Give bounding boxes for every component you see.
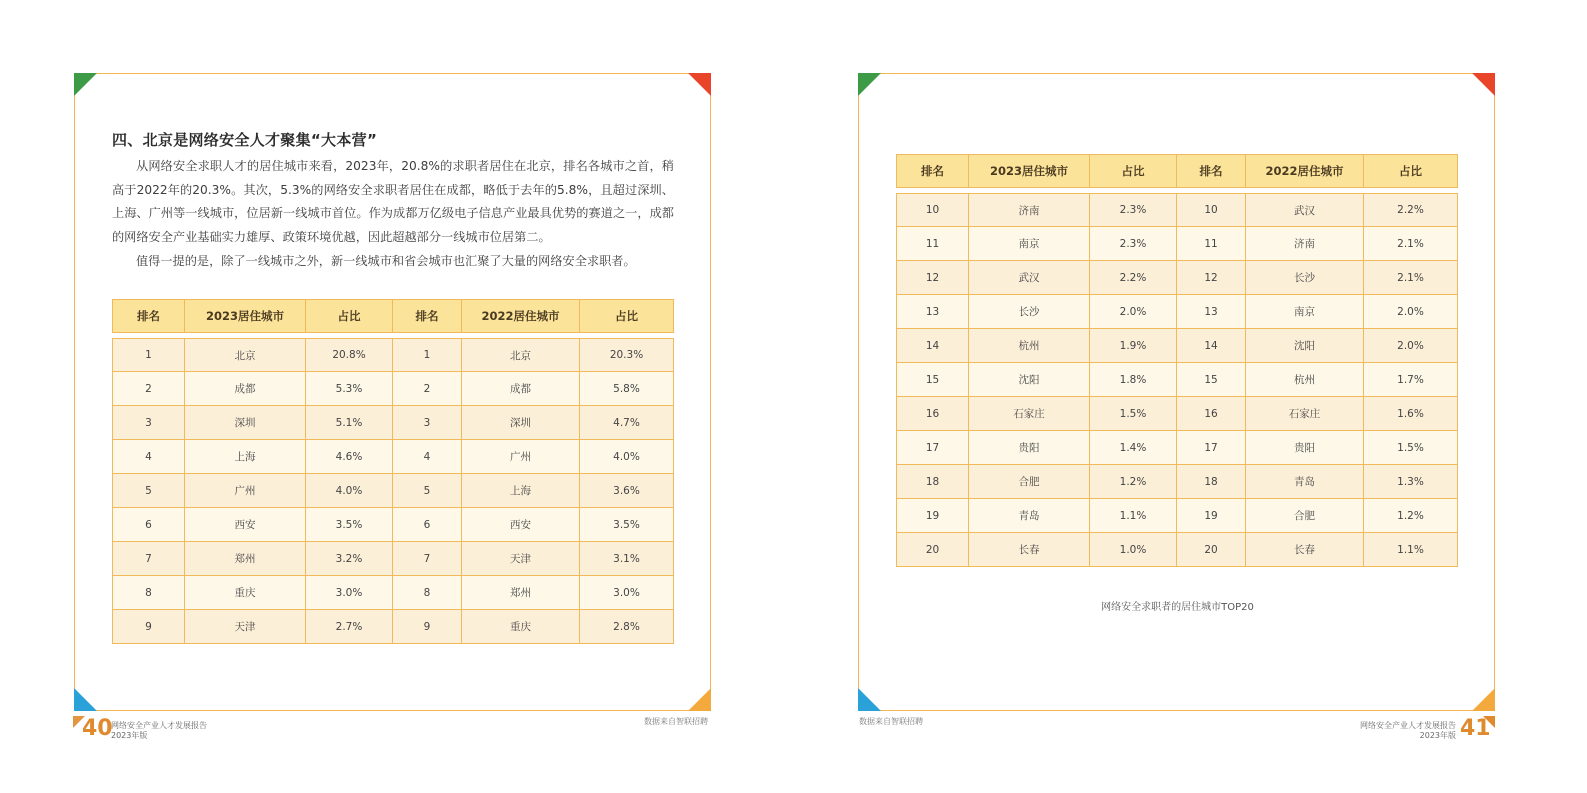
- table-row: [896, 261, 1458, 295]
- table-cell: 武汉: [969, 261, 1090, 295]
- table-cell: 青岛: [969, 499, 1090, 533]
- table-header-row: [112, 299, 674, 333]
- table-row: [896, 465, 1458, 499]
- data-source-note: 数据来自智联招聘: [859, 717, 923, 726]
- table-cell: 1.0%: [1090, 533, 1177, 567]
- corner-green-decoration: [858, 73, 881, 96]
- table-row: [896, 227, 1458, 261]
- section-title: 四、北京是网络安全人才聚集“大本营”: [112, 131, 378, 149]
- table-row: [112, 542, 674, 576]
- table-cell: 15: [896, 363, 969, 397]
- table-cell: 深圳: [462, 406, 580, 440]
- table-cell: 天津: [185, 610, 306, 644]
- table-cell: 1.2%: [1090, 465, 1177, 499]
- table-cell: 长春: [1246, 533, 1364, 567]
- table-cell: 5.8%: [580, 372, 674, 406]
- table-cell: 1: [112, 338, 185, 372]
- data-source-note: 数据来自智联招聘: [644, 717, 708, 726]
- table-cell: 上海: [185, 440, 306, 474]
- table-cell: 8: [112, 576, 185, 610]
- table-cell: 20: [896, 533, 969, 567]
- report-title: 网络安全产业人才发展报告: [1360, 721, 1456, 730]
- corner-green-decoration: [74, 73, 97, 96]
- table-cell: 4: [393, 440, 462, 474]
- table-cell: 1.4%: [1090, 431, 1177, 465]
- table-cell: 南京: [1246, 295, 1364, 329]
- table-cell: 天津: [462, 542, 580, 576]
- table-cell: 2.3%: [1090, 227, 1177, 261]
- table-cell: 2: [393, 372, 462, 406]
- left-page: [74, 73, 711, 711]
- table-cell: 贵阳: [1246, 431, 1364, 465]
- table-cell: 1.1%: [1364, 533, 1458, 567]
- table-row: [896, 329, 1458, 363]
- table-cell: 北京: [462, 338, 580, 372]
- table-cell: 重庆: [185, 576, 306, 610]
- corner-blue-decoration: [74, 688, 97, 711]
- table-cell: 长沙: [1246, 261, 1364, 295]
- page-number: 40: [82, 716, 113, 741]
- table-cell: 10: [1177, 193, 1246, 227]
- column-header: 排名: [393, 299, 462, 333]
- table-header-row: [896, 154, 1458, 188]
- table-row: [112, 338, 674, 372]
- table-cell: 北京: [185, 338, 306, 372]
- table-cell: 6: [112, 508, 185, 542]
- table-cell: 长春: [969, 533, 1090, 567]
- corner-orange-decoration: [1472, 688, 1495, 711]
- right-page: [858, 73, 1495, 711]
- table-cell: 12: [896, 261, 969, 295]
- table-row: [896, 533, 1458, 567]
- table-cell: 10: [896, 193, 969, 227]
- table-cell: 1.9%: [1090, 329, 1177, 363]
- table-cell: 12: [1177, 261, 1246, 295]
- table-cell: 西安: [185, 508, 306, 542]
- table-row: [896, 363, 1458, 397]
- table-cell: 13: [1177, 295, 1246, 329]
- table-cell: 郑州: [185, 542, 306, 576]
- table-cell: 2.2%: [1090, 261, 1177, 295]
- table-cell: 4: [112, 440, 185, 474]
- column-header: 2022居住城市: [1246, 154, 1364, 188]
- table-cell: 4.6%: [306, 440, 393, 474]
- table-cell: 7: [393, 542, 462, 576]
- table-cell: 济南: [969, 193, 1090, 227]
- table-cell: 9: [393, 610, 462, 644]
- table-cell: 1.6%: [1364, 397, 1458, 431]
- table-cell: 19: [1177, 499, 1246, 533]
- column-header: 占比: [1364, 154, 1458, 188]
- table-cell: 17: [1177, 431, 1246, 465]
- table-cell: 14: [1177, 329, 1246, 363]
- table-cell: 14: [896, 329, 969, 363]
- column-header: 排名: [112, 299, 185, 333]
- table-cell: 3.5%: [580, 508, 674, 542]
- table-cell: 成都: [185, 372, 306, 406]
- table-cell: 20.3%: [580, 338, 674, 372]
- table-cell: 2: [112, 372, 185, 406]
- table-cell: 武汉: [1246, 193, 1364, 227]
- page-number: 41: [1460, 716, 1491, 741]
- column-header: 排名: [896, 154, 969, 188]
- table-cell: 3.1%: [580, 542, 674, 576]
- table-cell: 3.6%: [580, 474, 674, 508]
- table-cell: 重庆: [462, 610, 580, 644]
- table-cell: 沈阳: [969, 363, 1090, 397]
- table-caption: 网络安全求职者的居住城市TOP20: [1101, 602, 1254, 613]
- table-cell: 5.3%: [306, 372, 393, 406]
- table-cell: 18: [1177, 465, 1246, 499]
- paragraph-1: 从网络安全求职人才的居住城市来看，2023年，20.8%的求职者居住在北京，排名各城市之首，稍高于2022年的20.3%。其次，5.3%的网络安全求职者居住在成都，略低于去年的5.8%，且超过深圳、上海、广州等一线城市，位居新一线城市首位。作为成都万亿级电子信息产业最具优势的赛道之一，成都的网络安全产业基础实力雄厚、政策环境优越，因此超越部分一线城市位居第二。: [112, 159, 674, 244]
- table-cell: 1.5%: [1090, 397, 1177, 431]
- column-header: 排名: [1177, 154, 1246, 188]
- table-body: [112, 333, 674, 644]
- table-row: [112, 474, 674, 508]
- table-cell: 2.8%: [580, 610, 674, 644]
- table-cell: 5.1%: [306, 406, 393, 440]
- table-cell: 1.1%: [1090, 499, 1177, 533]
- column-header: 占比: [580, 299, 674, 333]
- table-row: [896, 499, 1458, 533]
- table-cell: 5: [393, 474, 462, 508]
- table-cell: 4.0%: [580, 440, 674, 474]
- table-cell: 2.7%: [306, 610, 393, 644]
- table-cell: 3.5%: [306, 508, 393, 542]
- table-cell: 西安: [462, 508, 580, 542]
- table-cell: 合肥: [969, 465, 1090, 499]
- table-row: [112, 440, 674, 474]
- corner-red-decoration: [1472, 73, 1495, 96]
- footer-report-title: [1336, 721, 1456, 741]
- table-cell: 1: [393, 338, 462, 372]
- table-cell: 2.0%: [1090, 295, 1177, 329]
- table-cell: 杭州: [969, 329, 1090, 363]
- table-cell: 4.0%: [306, 474, 393, 508]
- report-title: 网络安全产业人才发展报告: [111, 721, 207, 730]
- table-cell: 青岛: [1246, 465, 1364, 499]
- table-cell: 3: [112, 406, 185, 440]
- table-row: [896, 193, 1458, 227]
- table-cell: 杭州: [1246, 363, 1364, 397]
- table-cell: 6: [393, 508, 462, 542]
- table-cell: 13: [896, 295, 969, 329]
- report-year: 2023年版: [1419, 731, 1456, 740]
- table-cell: 16: [896, 397, 969, 431]
- table-cell: 11: [896, 227, 969, 261]
- column-header: 2023居住城市: [969, 154, 1090, 188]
- table-cell: 2.0%: [1364, 295, 1458, 329]
- table-cell: 郑州: [462, 576, 580, 610]
- table-cell: 济南: [1246, 227, 1364, 261]
- table-row: [112, 406, 674, 440]
- table-cell: 15: [1177, 363, 1246, 397]
- table-cell: 3.2%: [306, 542, 393, 576]
- table-cell: 合肥: [1246, 499, 1364, 533]
- table-row: [112, 576, 674, 610]
- table-cell: 上海: [462, 474, 580, 508]
- table-cell: 1.2%: [1364, 499, 1458, 533]
- table-cell: 3: [393, 406, 462, 440]
- city-ranking-table-10-20: [896, 154, 1458, 567]
- report-year: 2023年版: [111, 731, 148, 740]
- table-cell: 19: [896, 499, 969, 533]
- table-body: [896, 188, 1458, 567]
- table-cell: 广州: [462, 440, 580, 474]
- table-cell: 沈阳: [1246, 329, 1364, 363]
- table-cell: 石家庄: [1246, 397, 1364, 431]
- table-cell: 成都: [462, 372, 580, 406]
- table-cell: 20.8%: [306, 338, 393, 372]
- table-cell: 石家庄: [969, 397, 1090, 431]
- table-row: [112, 372, 674, 406]
- table-cell: 2.0%: [1364, 329, 1458, 363]
- table-cell: 南京: [969, 227, 1090, 261]
- table-cell: 16: [1177, 397, 1246, 431]
- table-cell: 广州: [185, 474, 306, 508]
- page-corner-mark: [1483, 716, 1495, 728]
- table-cell: 1.3%: [1364, 465, 1458, 499]
- table-cell: 2.1%: [1364, 227, 1458, 261]
- table-cell: 2.1%: [1364, 261, 1458, 295]
- table-cell: 20: [1177, 533, 1246, 567]
- corner-red-decoration: [688, 73, 711, 96]
- corner-orange-decoration: [688, 688, 711, 711]
- paragraph-2: 值得一提的是，除了一线城市之外，新一线城市和省会城市也汇聚了大量的网络安全求职者。: [136, 254, 636, 268]
- table-cell: 2.3%: [1090, 193, 1177, 227]
- column-header: 占比: [1090, 154, 1177, 188]
- table-cell: 1.8%: [1090, 363, 1177, 397]
- corner-blue-decoration: [858, 688, 881, 711]
- table-cell: 4.7%: [580, 406, 674, 440]
- table-row: [112, 508, 674, 542]
- table-cell: 11: [1177, 227, 1246, 261]
- table-cell: 3.0%: [306, 576, 393, 610]
- column-header: 2022居住城市: [462, 299, 580, 333]
- table-row: [112, 610, 674, 644]
- table-cell: 贵阳: [969, 431, 1090, 465]
- table-row: [896, 397, 1458, 431]
- footer-report-title: [111, 721, 207, 741]
- table-cell: 长沙: [969, 295, 1090, 329]
- table-cell: 9: [112, 610, 185, 644]
- table-cell: 17: [896, 431, 969, 465]
- column-header: 2023居住城市: [185, 299, 306, 333]
- table-cell: 2.2%: [1364, 193, 1458, 227]
- table-cell: 18: [896, 465, 969, 499]
- column-header: 占比: [306, 299, 393, 333]
- table-cell: 7: [112, 542, 185, 576]
- table-cell: 5: [112, 474, 185, 508]
- table-cell: 深圳: [185, 406, 306, 440]
- table-cell: 3.0%: [580, 576, 674, 610]
- table-cell: 1.7%: [1364, 363, 1458, 397]
- table-row: [896, 295, 1458, 329]
- table-cell: 8: [393, 576, 462, 610]
- table-row: [896, 431, 1458, 465]
- city-ranking-table-top9: [112, 299, 674, 644]
- table-cell: 1.5%: [1364, 431, 1458, 465]
